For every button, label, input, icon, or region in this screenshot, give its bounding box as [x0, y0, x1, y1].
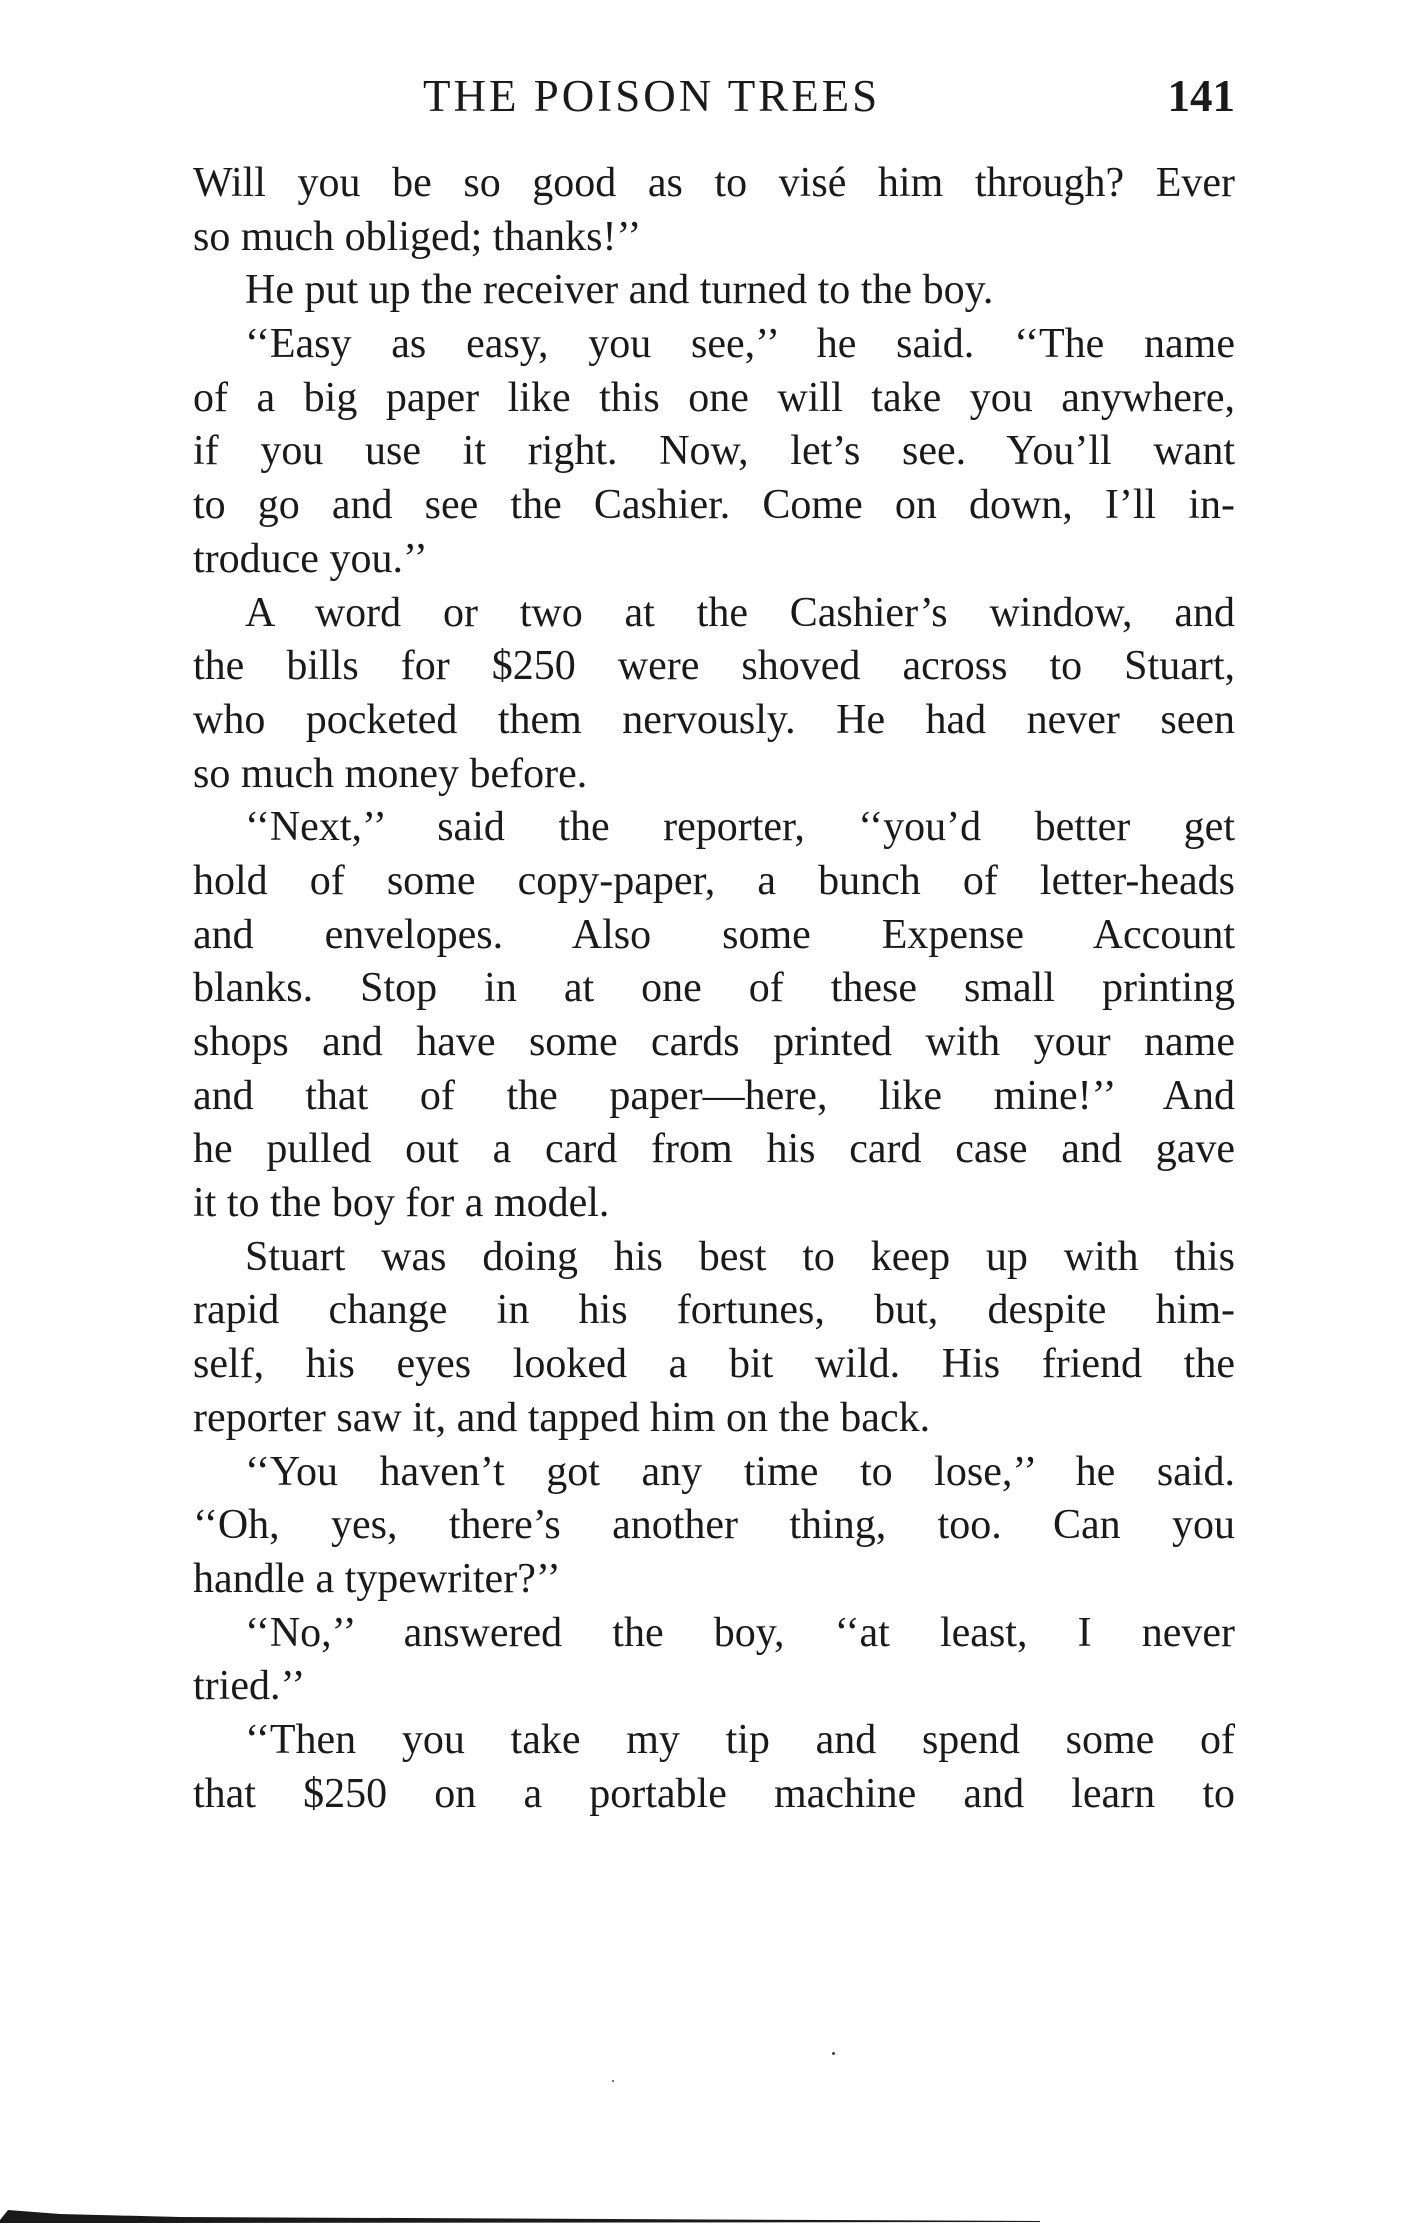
text-line: tried.’’ — [193, 1663, 306, 1710]
text-line: ‘‘Next,’’ said the reporter, ‘‘you’d better get — [245, 804, 1235, 851]
text-line: and envelopes. Also some Expense Account — [193, 911, 1235, 958]
text-line: ‘‘Oh, yes, there’s another thing, too. Can you — [193, 1502, 1235, 1549]
print-speck — [612, 2080, 614, 2082]
bottom-rule-decoration — [0, 2208, 1040, 2224]
text-line: ‘‘You haven’t got any time to lose,’’ he said. — [245, 1448, 1235, 1495]
text-line: self, his eyes looked a bit wild. His friend the — [193, 1341, 1235, 1388]
text-line: ‘‘Then you take my tip and spend some of — [245, 1716, 1235, 1763]
text-line: handle a typewriter?’’ — [193, 1555, 561, 1602]
text-line: troduce you.’’ — [193, 535, 428, 582]
text-line: the bills for $250 were shoved across to Stuart, — [193, 643, 1235, 690]
text-line: it to the boy for a model. — [193, 1180, 610, 1227]
text-line: rapid change in his fortunes, but, despite him- — [193, 1287, 1235, 1334]
text-line: so much obliged; thanks!’’ — [193, 213, 642, 260]
page-number: 141 — [1167, 71, 1235, 121]
text-line: of a big paper like this one will take you anywhere, — [193, 374, 1235, 421]
text-line: who pocketed them nervously. He had never seen — [193, 696, 1235, 743]
text-line: A word or two at the Cashier’s window, and — [245, 589, 1235, 636]
text-line: ‘‘No,’’ answered the boy, ‘‘at least, I never — [245, 1609, 1235, 1656]
text-line: so much money before. — [193, 750, 588, 797]
body-text — [193, 157, 1235, 1821]
text-line: reporter saw it, and tapped him on the back. — [193, 1394, 931, 1441]
text-line: and that of the paper—here, like mine!’’ And — [193, 1072, 1235, 1119]
page-header — [193, 66, 1235, 126]
text-line: Stuart was doing his best to keep up with this — [245, 1233, 1235, 1280]
text-line: Will you be so good as to visé him through? Ever — [193, 160, 1235, 206]
text-line: ‘‘Easy as easy, you see,’’ he said. ‘‘The name — [245, 321, 1235, 368]
text-line: He put up the receiver and turned to the boy. — [245, 267, 994, 314]
text-line: to go and see the Cashier. Come on down, I’ll in- — [193, 482, 1235, 529]
running-title: THE POISON TREES — [423, 71, 881, 121]
text-line: blanks. Stop in at one of these small printing — [193, 965, 1235, 1012]
text-line: hold of some copy-paper, a bunch of letter-heads — [193, 857, 1235, 904]
text-line: if you use it right. Now, let’s see. You’ll want — [193, 428, 1235, 475]
print-speck — [832, 2052, 835, 2055]
text-line: shops and have some cards printed with your name — [193, 1019, 1235, 1065]
text-line: he pulled out a card from his card case and gave — [193, 1126, 1235, 1173]
text-line: that $250 on a portable machine and learn to — [193, 1770, 1235, 1817]
